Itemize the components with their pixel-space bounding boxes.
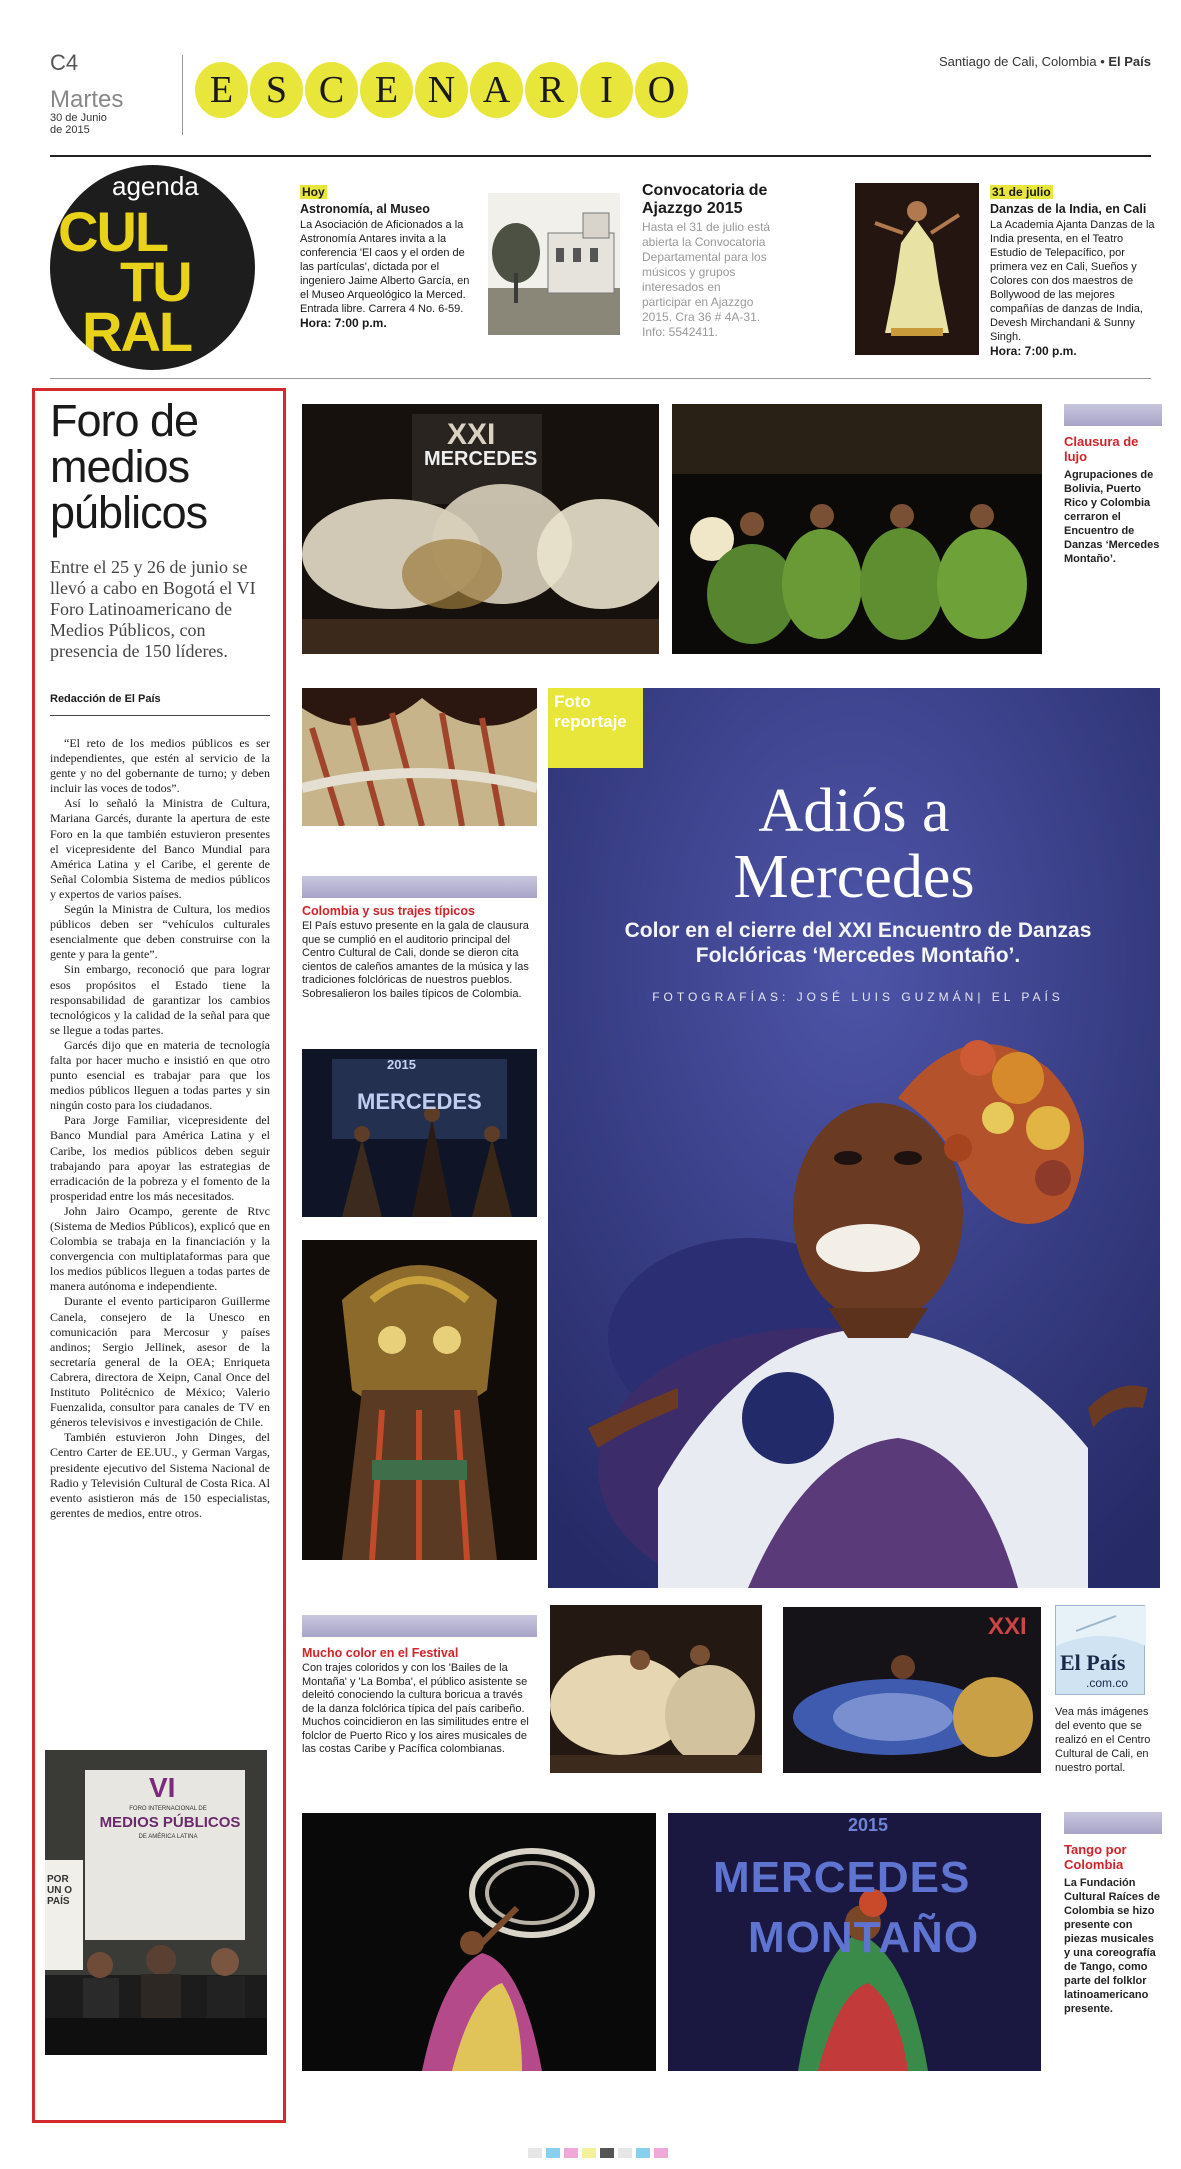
agenda-item-title: Convocatoria de Ajazzgo 2015 [642,182,768,217]
caption-bar [302,1615,537,1637]
feature-title-line: Adiós a [758,777,950,845]
article-paragraph: También estuvieron John Dinges, del Centro Carter de EE.UU., y German Vargas, presidente ejecutivo del Sistema Nacional de Radio y Televisión Cultural de Costa Rica. Al evento asistieron más de 150 especialistas, gerentes de medios, entre otros. [50,1430,270,1520]
green-dancers-photo [672,404,1042,654]
article-paragraph: Para Jorge Familiar, vicepresidente del Banco Mundial para América Latina y el Caribe, los medios públicos deben seguir trabajando para apoyar las estrategias de erradicación de la pobreza y el fomento de la prosperidad entre los más necesitados. [50,1113,270,1203]
trajes-skirt-photo [302,688,537,826]
date: 30 de Junio de 2015 [50,112,107,136]
caption-body: Agrupaciones de Bolivia, Puerto Rico y Colombia cerraron el Encuentro de Danzas ‘Mercedes Montaño’. [1064,469,1160,565]
colombia-caption [302,904,537,1001]
section-letter: R [525,62,578,118]
header-divider [182,55,183,135]
section-letter: E [195,62,248,118]
weekday: Martes [50,86,124,113]
page-code: C4 [50,50,79,75]
elpais-promo-body: Vea más imágenes del evento que se realizó en el Centro Cultural de Cali, en nuestro portal. [1055,1706,1151,1774]
india-dancer-photo [855,183,979,355]
paper-name: El País [1108,54,1151,69]
agenda-item-body: La Academia Ajanta Danzas de la India presenta, en el Teatro Estudio de Telepacífico, por primera vez en Cali, Sueños y Colores con dos maestros de Bollywood de las mejores compañías de danzas de India, Devesh Mirchandani & Sunny Singh. [990,219,1155,343]
byline-rule [50,715,270,716]
agenda-item-title: Astronomía, al Museo [300,202,430,216]
elpais-promo [1055,1605,1155,1775]
registration-swatch [546,2148,560,2158]
agenda-logo-cul: CUL [58,200,168,263]
stage-year-2: 2015 [848,1815,889,1835]
registration-swatch [618,2148,632,2158]
agenda-item-india [990,183,1155,358]
forum-banner-numeral: VI [149,1772,176,1803]
caption-title: Tango por Colombia [1064,1842,1127,1872]
section-letter: N [415,62,468,118]
forum-banner-sub: DE AMÉRICA LATINA [138,1834,198,1840]
registration-swatch [582,2148,596,2158]
agenda-item-time: Hora: 7:00 p.m. [300,316,387,330]
stage-year: 2015 [387,1057,416,1072]
forum-banner-small: FORO INTERNACIONAL DE [129,1806,207,1812]
stage-text-4: MONTAÑO [748,1913,980,1962]
feature-badge [548,688,643,768]
article-byline: Redacción de El País [50,693,161,705]
agenda-logo-ral: RAL [82,300,192,363]
caption-title: Mucho color en el Festival [302,1646,459,1660]
agenda-item-body: La Asociación de Aficionados a la Astronomía Antares invita a la conferencia 'El caos y el orden de las partículas', dictada por el ingeniero Jaime Alberto García, en el Museo Arqueológico la Merced. Entrada libre. Carrera 4 No. 6-59. [300,219,470,315]
agenda-item-tag: 31 de julio [992,185,1051,199]
caption-bar [1064,404,1162,426]
section-letter: I [580,62,633,118]
elpais-logo-box [1055,1605,1145,1695]
article-paragraph: John Jairo Ocampo, gerente de Rtvc (Sistema de Medios Públicos), explicó que en Colombia se trabaja en la financiación y la convergencia con multiplataformas para que los medios públicos lleguen a todas partes de manera autónoma e independiente. [50,1203,270,1294]
article-paragraph: Durante el evento participaron Guillerme Canela, consejero de la Unesco en comunicación para Mercosur y países andinos; Sergio Jellinek, asesor de la secretaría general de la OEA; Enriqueta Cabrera, directora de Xeipn, Canal Once del Instituto Politécnico de México; Valerio Fuenzalida, consultor para canales de TV en géneros televisivos e investigación de Chile. [50,1294,270,1430]
article-paragraph: Según la Ministra de Cultura, los medios públicos deben ser “vehículos culturales esencialmente que deben construirse con la gente y para la gente”. [50,902,270,962]
article-paragraph: “El reto de los medios públicos es ser independientes, que estén al servicio de la gente y no del gobernante de turno; y deben incluir las voces de todos”. [50,736,270,796]
agenda-logo-tu: TU [120,250,191,313]
mask-dancer-photo [302,1240,537,1560]
feature-title-line: Mercedes [733,843,975,911]
article-headline: Foro de medios públicos [50,395,208,538]
hoop-dancer-photo [302,1813,656,2071]
article-paragraph: Sin embargo, reconoció que para lograr esos propósitos el Estado tiene la responsabilidad de garantizar los cambios tecnológicos y la calidad de la señal para que se llegue a todas partes. [50,962,270,1037]
caption-bar [302,876,537,898]
tango-dancer-photo [668,1813,1041,2071]
section-letter: A [470,62,523,118]
caption-body: Con trajes coloridos y con los 'Bailes de la Montaña' y 'La Bomba', el público asistente se deleitó conociendo la cultura boricua a través de la danza folclórica típica del país caribeño. Muchos coincidieron en las similitudes entre el folclor de Puerto Rico y los aires musicales de las costas Caribe y Pacífica colombianas. [302,1662,529,1755]
section-banner [195,62,688,118]
stage-xxi-2: XXI [988,1613,1027,1640]
dancers-skirts-photo [302,404,659,654]
stage-text-3: MERCEDES [713,1853,971,1902]
agenda-item-title: Danzas de la India, en Cali [990,202,1147,216]
feature-badge-line: Foto [554,692,591,711]
registration-swatch [564,2148,578,2158]
stage-text-2: MERCEDES [357,1089,482,1114]
forum-photo [45,1750,267,2055]
feature-subtitle: Color en el cierre del XXI Encuentro de Danzas Folclóricas ‘Mercedes Montaño’. [624,919,1092,967]
feature-badge-line: reportaje [554,712,627,731]
caption-title: Clausura de lujo [1064,434,1139,464]
forum-banner-side: POR UN O PAÍS [47,1874,72,1907]
article-body [50,736,270,1521]
caption-body: La Fundación Cultural Raíces de Colombia se hizo presente con piezas musicales y una coreografía de Tango, como parte del folklor latinoamericano presente. [1064,1877,1160,2015]
agenda-item-tag: Hoy [302,185,325,199]
museum-photo [488,193,620,335]
tango-caption [1064,1812,1162,2016]
dateline [939,54,1151,69]
agenda-logo [50,165,255,370]
boricua-dancers-photo [550,1605,762,1773]
agenda-item-ajazzgo [642,182,772,340]
caption-title: Colombia y sus trajes típicos [302,904,475,918]
agenda-rule [50,378,1151,379]
feature-credit: FOTOGRAFÍAS: JOSÉ LUIS GUZMÁN| EL PAÍS [652,990,1064,1004]
dateline-separator: • [1100,54,1109,69]
feature-title [548,778,1160,910]
section-letter: E [360,62,413,118]
color-registration-strip [528,2148,668,2158]
clausura-caption [1064,404,1162,566]
agenda-logo-top: agenda [112,171,199,201]
blue-skirt-photo [783,1607,1041,1773]
agenda-item-body: Hasta el 31 de julio está abierta la Convocatoria Departamental para los músicos y grupos interesados en participar en Ajazzgo 2015. Cra 36 # 4A-31. Info: 5542411. [642,220,771,339]
section-letter: C [305,62,358,118]
stage-dancers-photo [302,1049,537,1217]
article-paragraph: Así lo señaló la Ministra de Cultura, Mariana Garcés, durante la apertura de este Foro en la que también estuvieron presentes el vicepresidente del Banco Mundial para América Latina y el Caribe, el gerente de Señal Colombia Sistema de medios públicos y expertos de varios países. [50,796,270,901]
agenda-item-astronomia [300,183,472,330]
caption-body: El País estuvo presente en la gala de clausura que se cumplió en el auditorio principal del Centro Cultural de Cali, donde se dieron cita cientos de caleños amantes de la música y las tradiciones folclóricas de nuestros pueblos. Sobresalieron los bailes típicos de Colombia. [302,920,529,1000]
registration-swatch [654,2148,668,2158]
feature-photo [548,688,1160,1588]
forum-banner-big: MEDIOS PÚBLICOS [99,1814,241,1831]
elpais-logo-domain: .com.co [1086,1676,1129,1690]
registration-swatch [636,2148,650,2158]
registration-swatch [600,2148,614,2158]
article-lead: Entre el 25 y 26 de junio se llevó a cabo en Bogotá el VI Foro Latinoamericano de Medios Públicos, con presencia de 150 líderes. [50,557,256,661]
location: Santiago de Cali, Colombia [939,54,1097,69]
header-rule [50,155,1151,157]
stage-xxi-1: XXI [447,418,496,451]
section-letter: S [250,62,303,118]
color-caption [302,1646,537,1757]
section-letter: O [635,62,688,118]
caption-bar [1064,1812,1162,1834]
agenda-item-time: Hora: 7:00 p.m. [990,344,1077,358]
stage-text-1: MERCEDES [424,448,538,470]
elpais-logo-text: El País [1060,1650,1126,1675]
registration-swatch [528,2148,542,2158]
article-paragraph: Garcés dijo que en materia de tecnología falta por hacer mucho e insistió en que otro punto esencial es trabajar para que los medios públicos lleguen a todas partes y sin ningún costo para los ciudadanos. [50,1037,270,1113]
